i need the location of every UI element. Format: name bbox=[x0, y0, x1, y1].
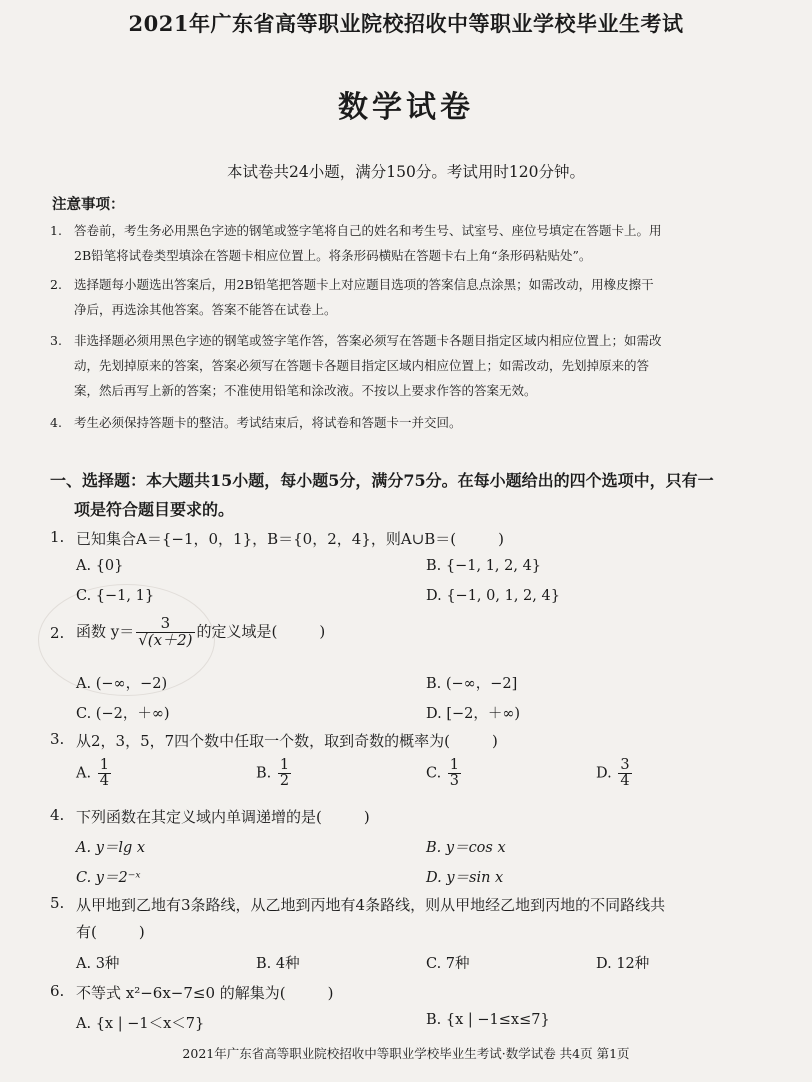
option-label: B. bbox=[256, 765, 272, 782]
fraction-denominator: 4 bbox=[620, 773, 630, 790]
option-b: B. y＝cos x bbox=[426, 840, 506, 856]
option-a: A. {x | −1＜x＜7} bbox=[76, 1016, 205, 1032]
question-stem-text: 从甲地到乙地有3条路线，从乙地到丙地有4条路线，则从甲地经乙地到丙地的不同路线共 bbox=[76, 896, 666, 914]
note-item-2 bbox=[50, 272, 770, 322]
note-number: 1. bbox=[50, 223, 62, 238]
section-heading-line: 项是符合题目要求的。 bbox=[74, 500, 235, 519]
option-label: D. bbox=[596, 765, 612, 782]
answer-paren-close: ) bbox=[319, 622, 326, 641]
exam-title: 2021年广东省高等职业院校招收中等职业学校毕业生考试 bbox=[128, 11, 684, 36]
question-stem bbox=[76, 616, 325, 649]
option-d: D. 12种 bbox=[596, 956, 650, 972]
question-number: 4. bbox=[50, 806, 65, 824]
note-line: 动，先划掉原来的答案，答案必须写在答题卡各题目指定区域内相应位置上；如需改动，先划掉原来的答 bbox=[74, 358, 650, 373]
answer-paren-close: ) bbox=[498, 530, 504, 548]
note-number: 3. bbox=[50, 333, 62, 348]
option-c: C. (−2，＋∞) bbox=[76, 706, 170, 722]
answer-paren-close: ) bbox=[363, 808, 370, 826]
question-number: 3. bbox=[50, 730, 65, 748]
question-stem bbox=[76, 921, 145, 942]
fraction-denominator: √(x＋2) bbox=[138, 630, 193, 649]
question-stem bbox=[76, 730, 498, 751]
note-line: 案，然后再写上新的答案；不准使用铅笔和涂改液。不按以上要求作答的答案无效。 bbox=[74, 383, 537, 398]
option-d bbox=[596, 758, 634, 789]
fraction bbox=[448, 758, 461, 789]
question-5 bbox=[50, 894, 770, 976]
question-number: 6. bbox=[50, 982, 65, 1000]
note-line: 净后，再选涂其他答案。答案不能答在试卷上。 bbox=[74, 302, 337, 317]
question-2 bbox=[50, 616, 770, 726]
paper-subject-title: 数学试卷 bbox=[338, 90, 474, 125]
question-stem-text: 已知集合A＝{−1，0，1}，B＝{0，2，4}，则A∪B＝( bbox=[76, 530, 457, 548]
question-number: 1. bbox=[50, 528, 65, 546]
section-heading bbox=[50, 466, 770, 524]
fraction-denominator: 2 bbox=[279, 773, 290, 790]
exam-intro: 本试卷共24小题，满分150分。考试用时120分钟。 bbox=[227, 163, 585, 181]
option-b: B. {x | −1≤x≤7} bbox=[426, 1012, 550, 1028]
option-b: B. 4种 bbox=[256, 956, 300, 972]
fraction-numerator: 1 bbox=[99, 757, 109, 773]
answer-paren-close: ) bbox=[138, 923, 145, 941]
notes-heading: 注意事项： bbox=[52, 196, 125, 213]
question-6 bbox=[50, 982, 770, 1038]
fraction-numerator: 1 bbox=[279, 757, 290, 773]
option-a: A. 3种 bbox=[76, 956, 120, 972]
fraction bbox=[136, 616, 194, 649]
option-a: A. {0} bbox=[76, 558, 124, 574]
fraction-denominator: 3 bbox=[449, 773, 460, 790]
option-c: C. {−1, 1} bbox=[76, 588, 155, 604]
option-d: D. [−2，＋∞) bbox=[426, 706, 521, 722]
question-stem-text: 从2，3，5，7四个数中任取一个数，取到奇数的概率为( bbox=[76, 732, 451, 750]
option-b: B. {−1, 1, 2, 4} bbox=[426, 558, 542, 574]
question-stem-text: 的定义域是( bbox=[196, 622, 278, 641]
answer-paren-close: ) bbox=[327, 984, 334, 1002]
option-a: A. (−∞，−2) bbox=[76, 676, 168, 692]
option-a bbox=[76, 758, 113, 789]
note-item-1 bbox=[50, 218, 770, 268]
fraction-numerator: 1 bbox=[449, 757, 460, 773]
option-label: C. bbox=[426, 765, 442, 782]
question-stem bbox=[76, 982, 334, 1003]
option-a: A. y＝lg x bbox=[76, 840, 146, 856]
question-stem-text: 不等式 x²−6x−7≤0 的解集为( bbox=[76, 984, 286, 1002]
option-b bbox=[256, 758, 293, 789]
note-line: 考生必须保持答题卡的整洁。考试结束后，将试卷和答题卡一并交回。 bbox=[74, 415, 462, 430]
option-d: D. y＝sin x bbox=[426, 870, 504, 886]
option-label: A. bbox=[76, 765, 92, 782]
question-number: 2. bbox=[50, 624, 65, 642]
fraction-numerator: 3 bbox=[620, 757, 630, 773]
note-line: 2B铅笔将试卷类型填涂在答题卡相应位置上。将条形码横贴在答题卡右上角“条形码粘贴处”。 bbox=[74, 248, 592, 263]
note-item-3 bbox=[50, 328, 770, 403]
note-number: 2. bbox=[50, 277, 62, 292]
question-number: 5. bbox=[50, 894, 65, 912]
note-line: 选择题每小题选出答案后，用2B铅笔把答题卡上对应题目选项的答案信息点涂黑；如需改动，用橡皮擦干 bbox=[74, 277, 654, 292]
question-stem-text: 有( bbox=[76, 923, 97, 941]
option-c bbox=[426, 758, 463, 789]
question-stem-text: 下列函数在其定义域内单调递增的是( bbox=[76, 808, 322, 826]
answer-paren-close: ) bbox=[492, 732, 498, 750]
question-4 bbox=[50, 806, 770, 888]
page-footer: 2021年广东省高等职业院校招收中等职业学校毕业生考试·数学试卷 共4页 第1页 bbox=[182, 1046, 630, 1061]
fraction bbox=[618, 758, 631, 789]
note-item-4 bbox=[50, 410, 770, 435]
question-stem bbox=[76, 528, 504, 549]
fraction-numerator: 3 bbox=[136, 616, 194, 633]
option-c: C. 7种 bbox=[426, 956, 470, 972]
option-b: B. (−∞，−2] bbox=[426, 676, 518, 692]
note-number: 4. bbox=[50, 415, 62, 430]
fraction bbox=[98, 758, 111, 789]
fraction bbox=[278, 758, 291, 789]
question-stem-text: 函数 y＝ bbox=[76, 622, 135, 641]
question-stem bbox=[76, 806, 370, 827]
option-d: D. {−1, 0, 1, 2, 4} bbox=[426, 588, 560, 604]
question-1 bbox=[50, 528, 770, 618]
section-heading-line: 一、选择题：本大题共15小题，每小题5分，满分75分。在每小题给出的四个选项中，只有一 bbox=[50, 471, 714, 490]
note-line: 非选择题必须用黑色字迹的钢笔或签字笔作答，答案必须写在答题卡各题目指定区域内相应位置上；如需改 bbox=[74, 333, 662, 348]
note-line: 答卷前，考生务必用黑色字迹的钢笔或签字笔将自己的姓名和考生号、试室号、座位号填定在答题卡上。用 bbox=[74, 223, 662, 238]
option-c: C. y＝2⁻ˣ bbox=[76, 870, 141, 886]
question-3 bbox=[50, 730, 770, 800]
fraction-denominator: 4 bbox=[99, 773, 109, 790]
